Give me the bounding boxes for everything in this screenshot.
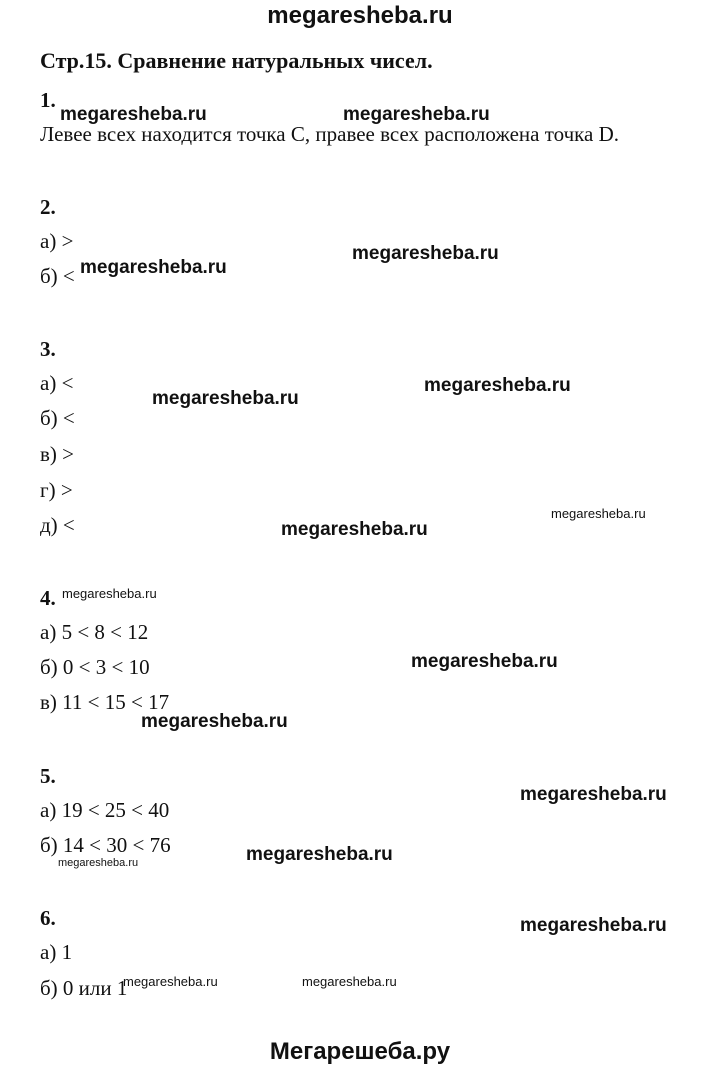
watermark: megaresheba.ru: [302, 974, 397, 989]
task-6-line-a: а) 1: [40, 940, 73, 964]
task-1-number: 1.: [40, 88, 56, 112]
task-6-line-b: б) 0 или 1: [40, 976, 128, 1000]
task-2-number: 2.: [40, 195, 56, 219]
task-2-line-b: б) <: [40, 264, 75, 288]
watermark: megaresheba.ru: [411, 651, 558, 672]
task-5-line-b: б) 14 < 30 < 76: [40, 833, 171, 857]
site-footer: Мегарешеба.ру: [269, 1038, 451, 1065]
task-5-line-a: а) 19 < 25 < 40: [40, 798, 170, 822]
task-4-line-v: в) 11 < 15 < 17: [40, 690, 170, 714]
watermark: megaresheba.ru: [246, 844, 393, 865]
watermark: megaresheba.ru: [152, 388, 299, 409]
task-3-line-v: в) >: [40, 442, 75, 466]
task-3-number: 3.: [40, 337, 56, 361]
watermark: megaresheba.ru: [62, 586, 157, 601]
watermark: megaresheba.ru: [520, 784, 667, 805]
task-4-line-a: а) 5 < 8 < 12: [40, 620, 149, 644]
watermark: megaresheba.ru: [352, 243, 499, 264]
watermark: megaresheba.ru: [123, 974, 218, 989]
task-3-line-g: г) >: [40, 478, 73, 502]
watermark: megaresheba.ru: [551, 506, 646, 521]
watermark: megaresheba.ru: [343, 104, 490, 125]
task-3-line-d: д) <: [40, 513, 75, 537]
watermark: megaresheba.ru: [141, 711, 288, 732]
watermark: megaresheba.ru: [58, 857, 139, 869]
task-5-number: 5.: [40, 764, 56, 788]
watermark: megaresheba.ru: [281, 519, 428, 540]
task-1-line-1: Левее всех находится точка С, правее всех расположена точка D.: [40, 122, 620, 146]
site-header: megaresheba.ru: [267, 2, 453, 29]
watermark: megaresheba.ru: [520, 915, 667, 936]
task-3-line-a: а) <: [40, 371, 74, 395]
page-title: Стр.15. Сравнение натуральных чисел.: [40, 48, 433, 73]
task-3-line-b: б) <: [40, 406, 75, 430]
task-2-line-a: а) >: [40, 229, 74, 253]
watermark: megaresheba.ru: [60, 104, 207, 125]
task-4-line-b: б) 0 < 3 < 10: [40, 655, 150, 679]
task-6-number: 6.: [40, 906, 56, 930]
watermark: megaresheba.ru: [80, 257, 227, 278]
watermark: megaresheba.ru: [424, 375, 571, 396]
task-4-number: 4.: [40, 586, 56, 610]
